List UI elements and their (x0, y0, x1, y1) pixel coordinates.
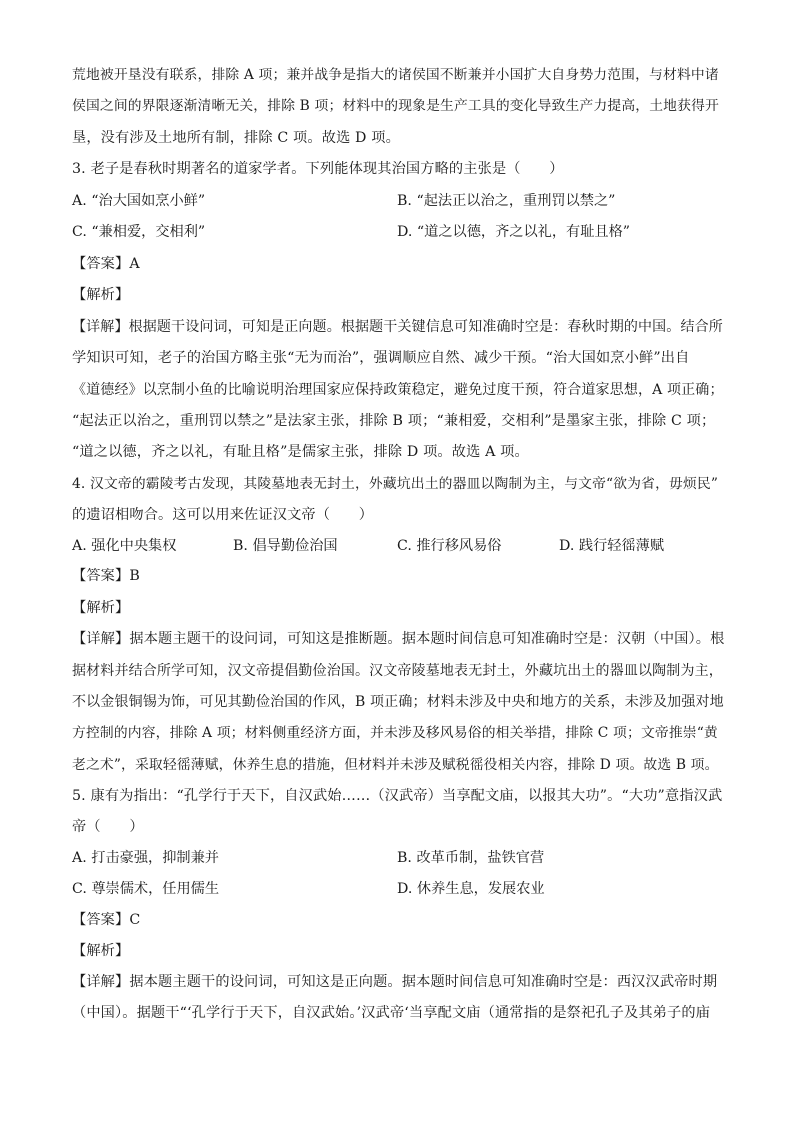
prev-analysis-line-3: 垦，没有涉及土地所有制，排除 C 项。故选 D 项。 (72, 130, 400, 146)
q3-detail-line-4: “起法正以治之，重刑罚以禁之”是法家主张，排除 B 项；“兼相爱，交相利”是墨家主张，排除 C 项； (72, 413, 716, 429)
q5-detail-line-1: 【详解】据本题主题干的设问词，可知这是正向题。据本题时间信息可知准确时空是：西汉汉武帝时期 (72, 974, 718, 990)
q3-detail-line-1: 【详解】根据题干设问词，可知是正向题。根据题干关键信息可知准确时空是：春秋时期的中国。结合所 (72, 319, 723, 335)
prev-analysis-line-1: 荒地被开垦没有联系，排除 A 项；兼并战争是指大的诸侯国不断兼并小国扩大自身势力范围，与材料中诸 (72, 67, 719, 83)
q5-stem-line-2: 帝（ ） (72, 819, 144, 835)
q5-stem-line-1: 5. 康有为指出：“孔学行于天下，自汉武始……（汉武帝）当享配文庙，以报其大功”。“大功”意指汉武 (72, 788, 723, 804)
q5-answer: 【答案】C (72, 912, 141, 928)
q4-detail-line-4: 方控制的内容，排除 A 项；材料侧重经济方面，并未涉及移风易俗的相关举措，排除 C 项；文帝推崇“黄 (72, 725, 718, 741)
q4-detail-line-2: 据材料并结合所学可知，汉文帝提倡勤俭治国。汉文帝陵墓地表无封土，外藏坑出土的器皿以陶制为主， (72, 663, 723, 679)
q4-option-b: B. 倡导勤俭治国 (233, 538, 338, 554)
q5-option-d: D. 休养生息，发展农业 (397, 881, 545, 897)
q4-detail-line-1: 【详解】据本题主题干的设问词，可知这是推断题。据本题时间信息可知准确时空是：汉朝（中国）。根 (72, 631, 725, 647)
q3-detail-line-2: 学知识可知，老子的治国方略主张“无为而治”，强调顺应自然、减少干预。“治大国如烹小鲜”出自 (72, 350, 690, 366)
q4-analysis-label: 【解析】 (72, 600, 130, 616)
q3-option-c: C. “兼相爱，交相利” (72, 224, 206, 240)
q5-analysis-label: 【解析】 (72, 943, 130, 959)
q3-detail-line-3: 《道德经》以烹制小鱼的比喻说明治理国家应保持政策稳定，避免过度干预，符合道家思想，A 项正确； (72, 382, 724, 398)
q3-answer: 【答案】A (72, 256, 140, 272)
q5-option-c: C. 尊崇儒术，任用儒生 (72, 881, 220, 897)
q4-stem-line-2: 的遗诏相吻合。这可以用来佐证汉文帝（ ） (72, 507, 374, 523)
q5-option-a: A. 打击豪强，抑制兼并 (72, 850, 219, 866)
q4-detail-line-5: 老之术”，采取轻徭薄赋，休养生息的措施，但材料并未涉及赋税徭役相关内容，排除 D 项。故选 B 项。 (72, 757, 719, 773)
q4-option-a: A. 强化中央集权 (72, 538, 177, 554)
q3-option-b: B. “起法正以治之，重刑罚以禁之” (397, 193, 616, 209)
q4-detail-line-3: 不以金银铜锡为饰，可见其勤俭治国的作风，B 项正确；材料未涉及中央和地方的关系，未涉及加强对地 (72, 694, 724, 710)
q5-detail-line-2: （中国）。据题干“‘孔学行于天下，自汉武始。’汉武帝‘当享配文庙（通常指的是祭祀孔子及其弟子的庙 (72, 1005, 711, 1021)
q4-stem-line-1: 4. 汉文帝的霸陵考古发现，其陵墓地表无封土，外藏坑出土的器皿以陶制为主，与文帝“欲为省，毋烦民” (72, 476, 719, 492)
q3-option-a: A. “治大国如烹小鲜” (72, 193, 206, 209)
q3-detail-line-5: “道之以德，齐之以礼，有耻且格”是儒家主张，排除 D 项。故选 A 项。 (72, 444, 529, 460)
q4-answer: 【答案】B (72, 568, 140, 584)
q5-option-b: B. 改革币制，盐铁官营 (397, 850, 545, 866)
q3-analysis-label: 【解析】 (72, 287, 130, 303)
prev-analysis-line-2: 侯国之间的界限逐渐清晰无关，排除 B 项；材料中的现象是生产工具的变化导致生产力提高，土地获得开 (72, 98, 719, 114)
q3-stem: 3. 老子是春秋时期著名的道家学者。下列能体现其治国方略的主张是（ ） (72, 161, 564, 177)
q4-option-c: C. 推行移风易俗 (397, 538, 502, 554)
q3-option-d: D. “道之以德，齐之以礼，有耻且格” (397, 224, 631, 240)
q4-option-d: D. 践行轻徭薄赋 (559, 538, 665, 554)
